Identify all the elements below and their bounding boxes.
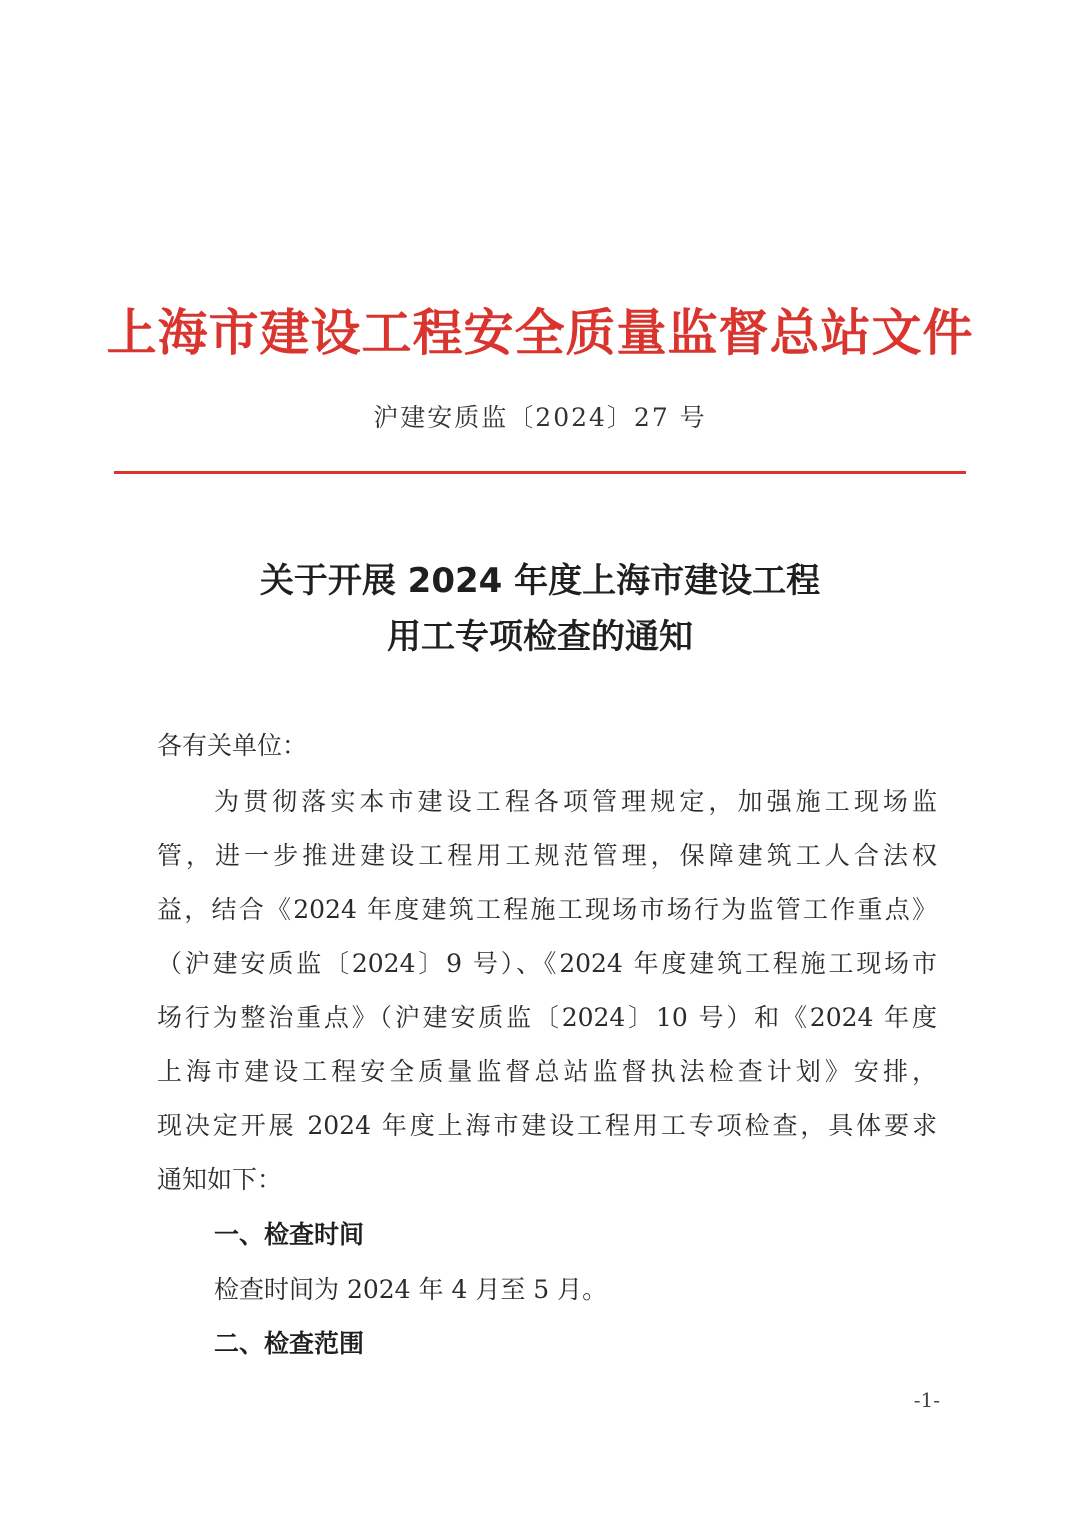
issuing-organization-header: 上海市建设工程安全质量监督总站文件: [106, 303, 974, 362]
red-divider-line: [114, 471, 966, 474]
notice-title-line-1: 关于开展 2024 年度上海市建设工程: [259, 561, 821, 601]
section-text-inspection-time: 检查时间为 2024 年 4 月至 5 月。: [214, 1275, 608, 1304]
document-number: 沪建安质监〔2024〕27 号: [373, 403, 707, 432]
paragraph-line: 上海市建设工程安全质量监督总站监督执法检查计划》安排，: [157, 1057, 937, 1086]
paragraph-line: 益，结合《2024 年度建筑工程施工现场市场行为监管工作重点》: [157, 895, 937, 924]
notice-title-line-2: 用工专项检查的通知: [387, 617, 693, 657]
paragraph-line: 管，进一步推进建设工程用工规范管理，保障建筑工人合法权: [157, 841, 937, 870]
paragraph-line: （沪建安质监〔2024〕9 号）、《2024 年度建筑工程施工现场市: [157, 949, 937, 978]
paragraph-line: 现决定开展 2024 年度上海市建设工程用工专项检查，具体要求: [157, 1111, 937, 1140]
page-number: -1-: [913, 1388, 940, 1412]
paragraph-line: 为贯彻落实本市建设工程各项管理规定，加强施工现场监: [214, 787, 937, 816]
paragraph-line: 通知如下：: [157, 1165, 283, 1194]
paragraph-line: 场行为整治重点》（沪建安质监〔2024〕10 号）和《2024 年度: [157, 1003, 937, 1032]
section-heading-inspection-time: 一、检查时间: [214, 1220, 365, 1249]
salutation: 各有关单位：: [157, 731, 308, 760]
section-heading-inspection-scope: 二、检查范围: [214, 1329, 365, 1358]
